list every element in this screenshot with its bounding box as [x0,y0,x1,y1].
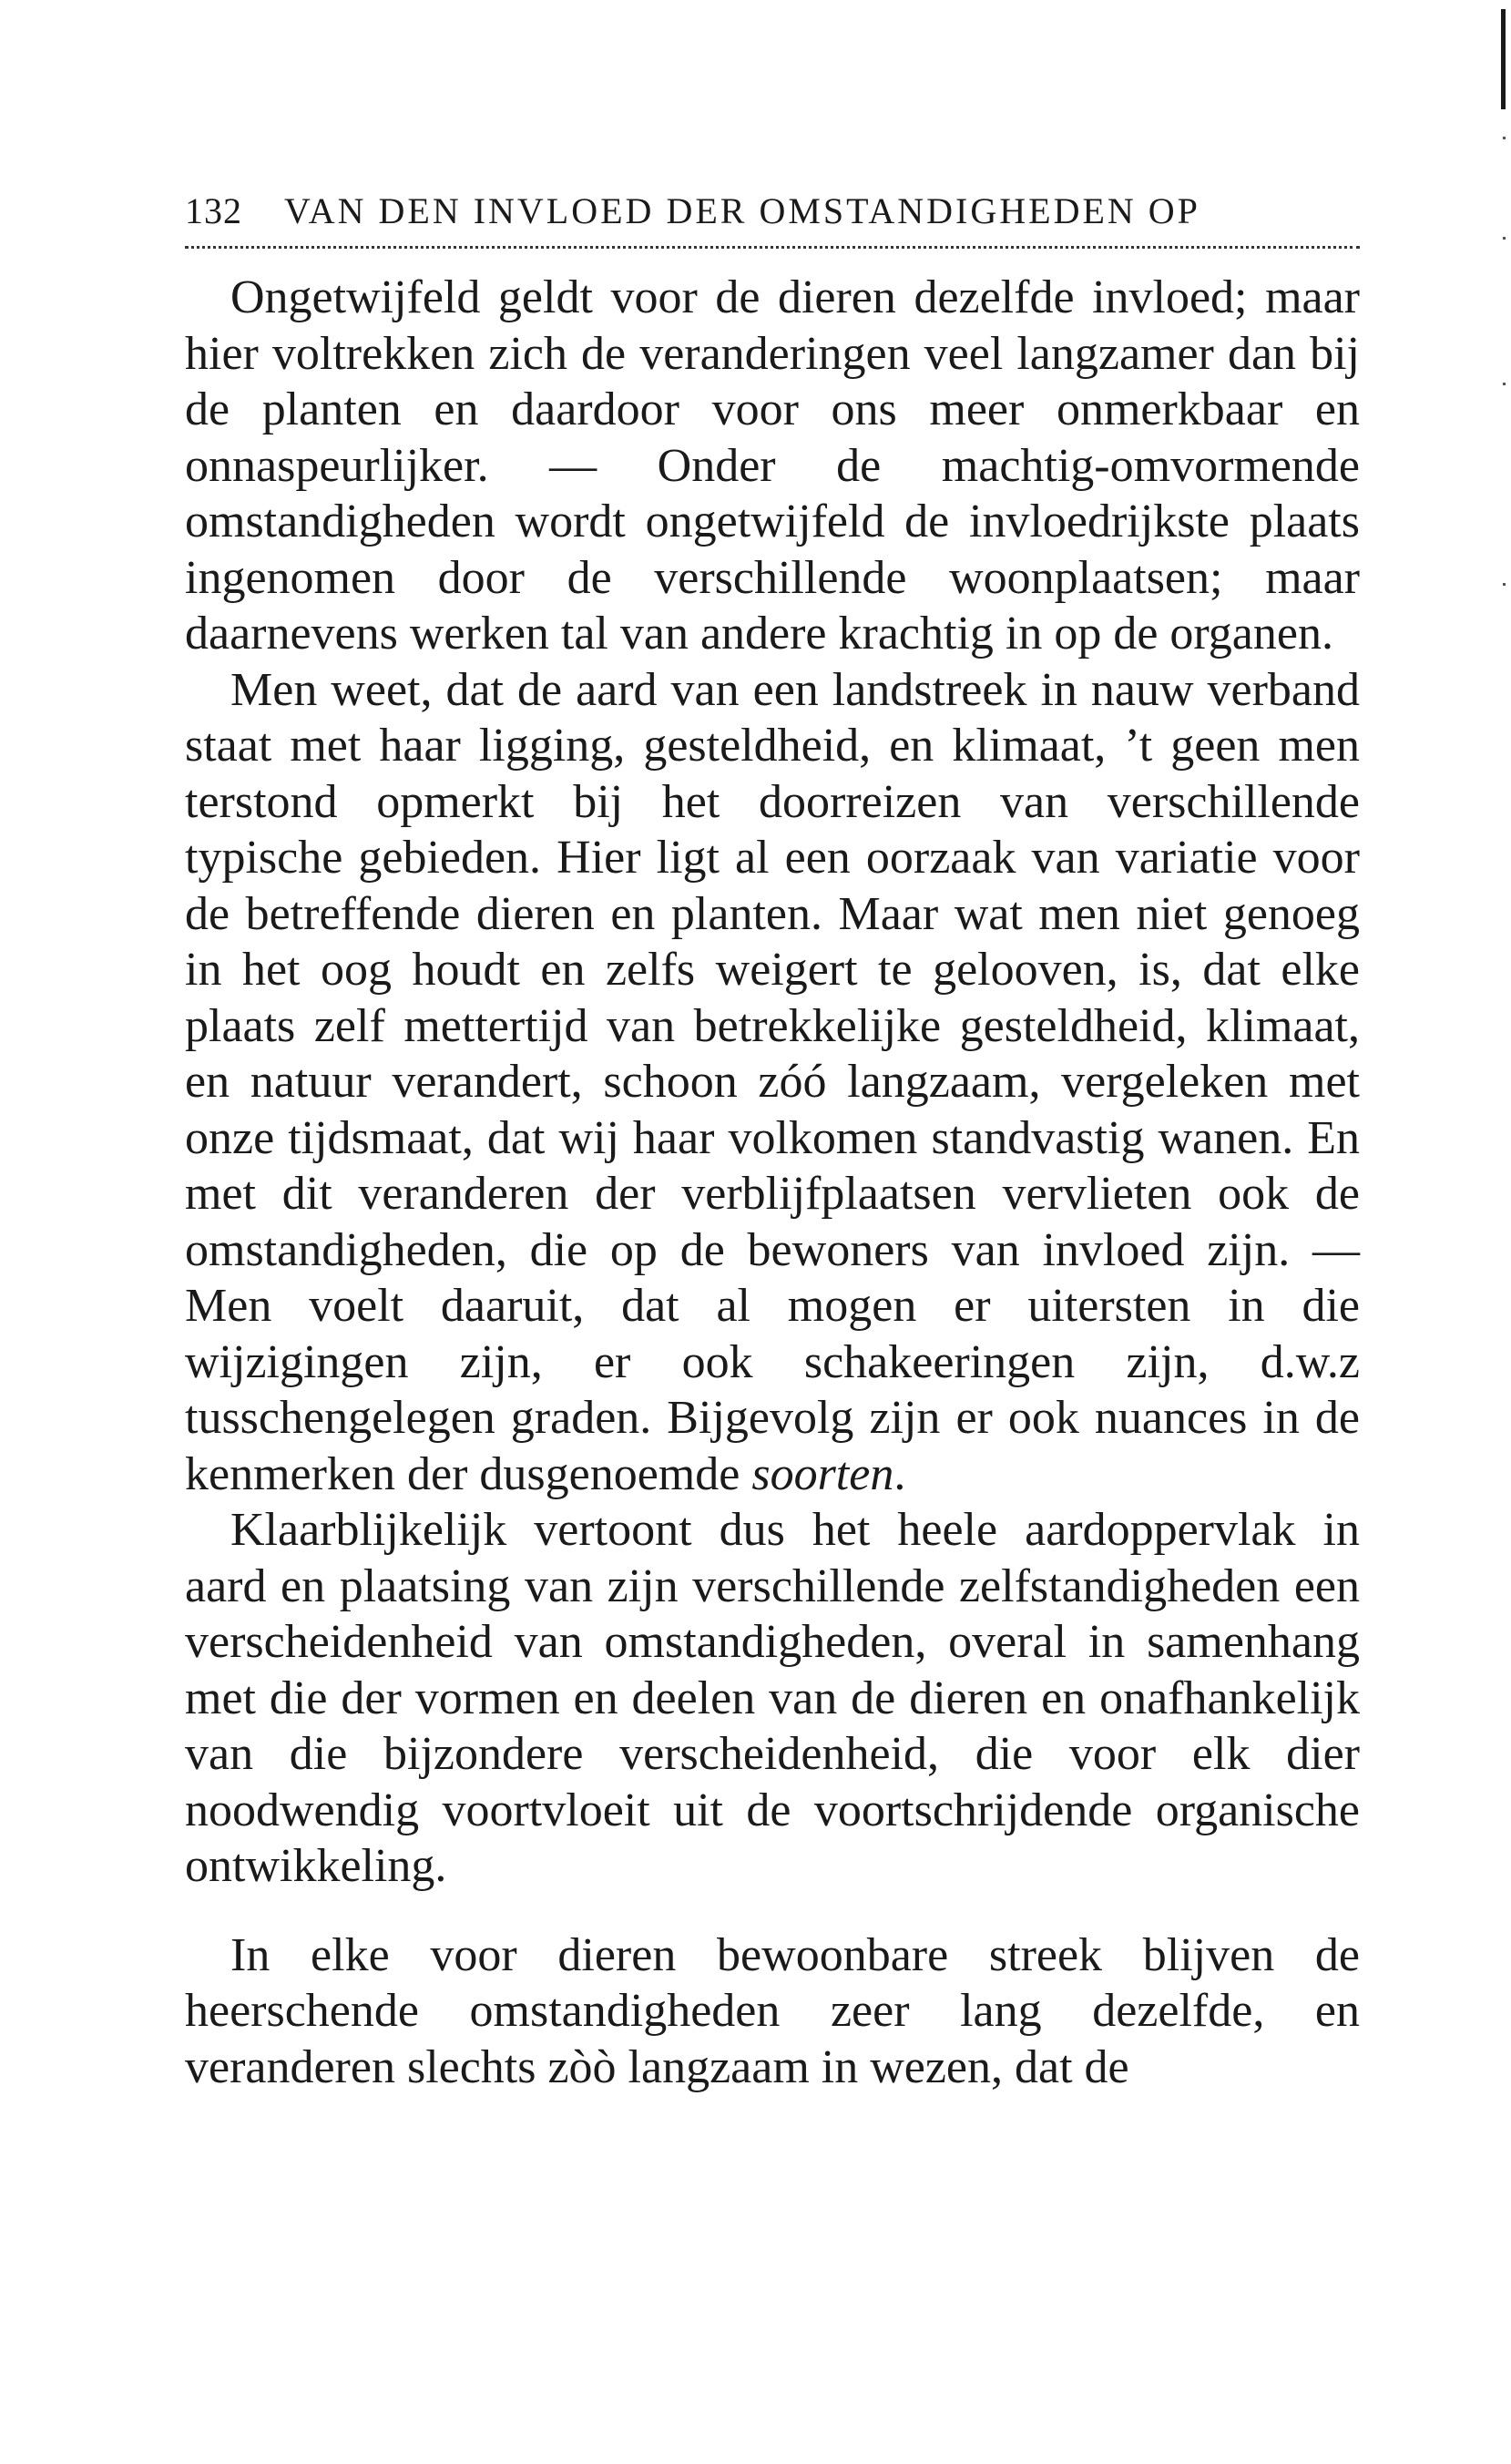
scan-edge-bar [1501,9,1506,109]
paragraph-2-end: . [893,1447,906,1500]
running-head-title: VAN DEN INVLOED DER OMSTANDIGHEDEN OP [284,190,1200,231]
scan-speck [1503,237,1506,240]
running-head [185,189,1360,244]
body-text [185,270,1360,2095]
scan-speck [1503,383,1506,385]
italic-term: soorten [751,1447,894,1500]
paragraph-1: Ongetwijfeld geldt voor de dieren dezelfde invloed; maar hier voltrekken zich de veranderingen veel langzamer dan bij de planten en daardoor voor ons meer onmerkbaar en onnaspeurlijker. — Onder de machtig-omvormende omstandigheden wordt ongetwijfeld de invloedrijkste plaats ingenomen door de verschillende woonplaatsen; maar daarnevens werken tal van andere krachtig in op de organen. [185,271,1360,659]
scan-speck [1503,583,1506,586]
paragraph-4: In elke voor dieren bewoonbare streek blijven de heerschende omstandigheden zeer lang dezelfde, en veranderen slechts zòò langzaam in wezen, dat de [185,1928,1360,2093]
scan-edge-marks [1494,0,1511,2464]
page-number: 132 [185,190,242,231]
paragraph-2-text: Men weet, dat de aard van een landstreek in nauw verband staat met haar ligging, gesteldheid, en klimaat, ’t geen men terstond opmerkt bij het doorreizen van verschillende typische gebieden. Hier ligt al een oorzaak van variatie voor de betreffende dieren en planten. Maar wat men niet genoeg in het oog houdt en zelfs weigert te gelooven, is, dat elke plaats zelf mettertijd van betrekkelijke gesteldheid, klimaat, en natuur verandert, schoon zóó langzaam, vergeleken met onze tijdsmaat, dat wij haar volkomen standvastig wanen. En met dit veranderen der verblijfplaatsen vervlieten ook de omstandigheden, die op de bewoners van invloed zijn. — Men voelt daaruit, dat al mogen er uitersten in die wijzigingen zijn, er ook schakeeringen zijn, d.w.z tusschengelegen graden. Bijgevolg zijn er ook nuances in de kenmerken der dusgenoemde [185,663,1360,1500]
header-dotted-rule [185,246,1360,249]
scan-speck [1503,137,1506,139]
paragraph-3: Klaarblijkelijk vertoont dus het heele aardoppervlak in aard en plaatsing van zijn verschillende zelfstandigheden een verscheidenheid van omstandigheden, overal in samenhang met die der vormen en deelen van de dieren en onafhankelijk van die bijzondere verscheidenheid, die voor elk dier noodwendig voortvloeit uit de voortschrijdende organische ontwikkeling. [185,1504,1360,1892]
paragraph-2 [185,662,1360,1503]
